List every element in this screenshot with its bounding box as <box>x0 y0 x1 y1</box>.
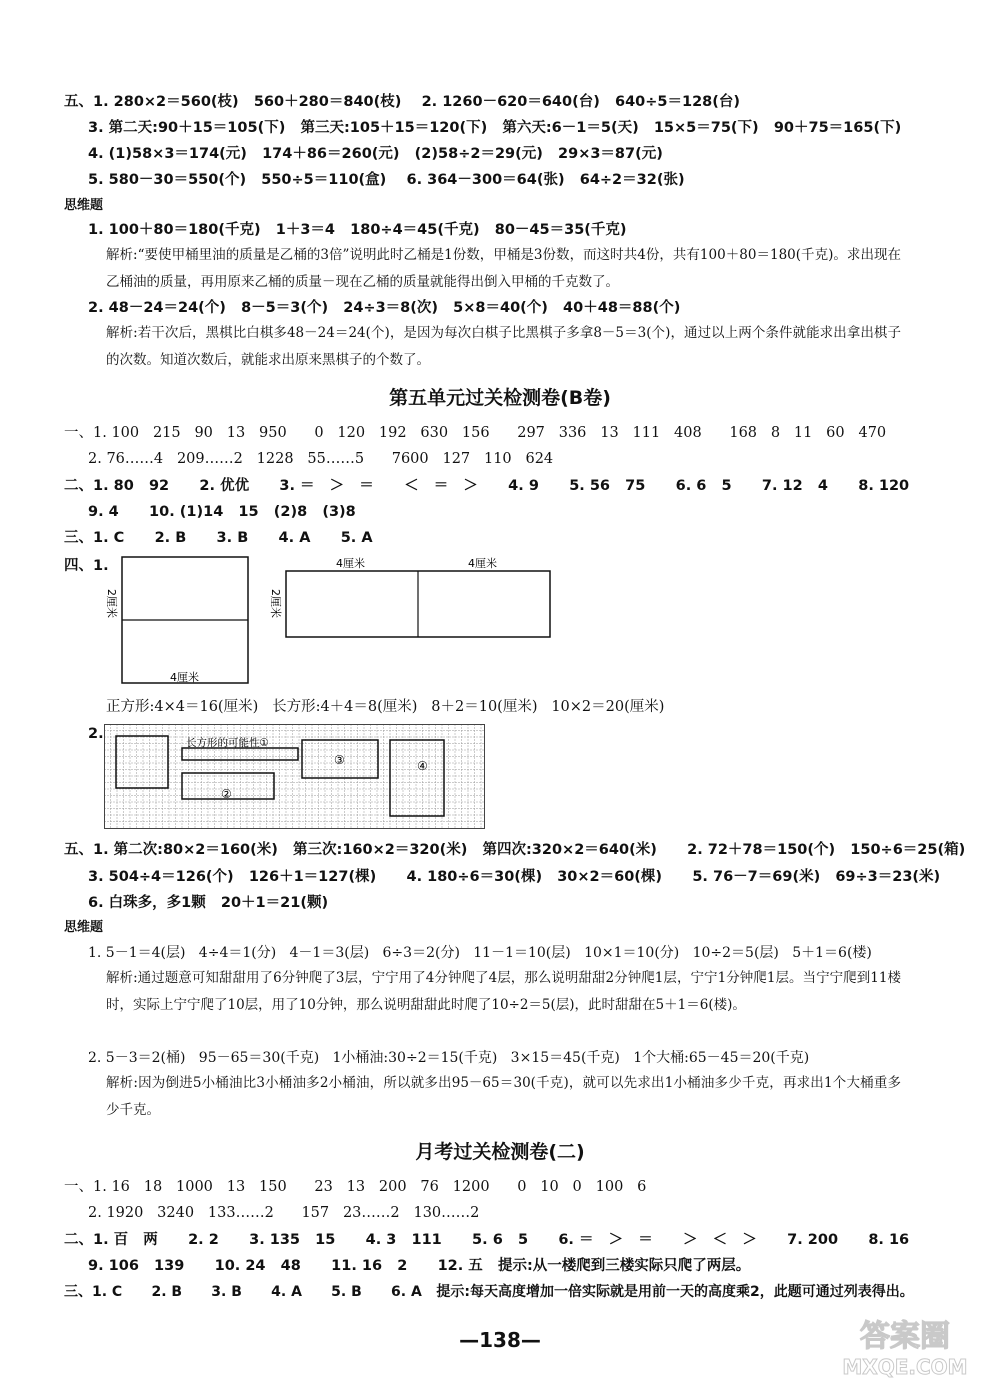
answer-line: 3. 第二天:90＋15＝105(下) 第三天:105＋15＝120(下) 第六天:6－1＝5(天) 15×5＝75(下) 90＋75＝165(下) <box>88 120 902 136</box>
answer-line: 4. (1)58×3＝174(元) 174＋86＝260(元) (2)58÷2＝29(元) 29×3＝87(元) <box>88 146 663 162</box>
section-title: 月考过关检测卷(二) <box>415 1141 585 1163</box>
rectangle-figure <box>264 555 564 645</box>
answer-line: 五、1. 280×2＝560(枝) 560＋280＝840(枝) 2. 1260－620＝640(台) 640÷5＝128(台) <box>64 94 741 110</box>
answer-line: 2. 1920 3240 133……2 157 23……2 130……2 <box>88 1205 480 1221</box>
page-number: —138— <box>459 1328 541 1352</box>
svg-text:答案圈: 答案圈 <box>860 1319 950 1354</box>
answer-line: 5. 580－30＝550(个) 550÷5＝110(盒) 6. 364－300＝64(张) 64÷2＝32(张) <box>88 172 685 188</box>
answer-line: 五、1. 第二次:80×2＝160(米) 第三次:160×2＝320(米) 第四次:320×2＝640(米) 2. 72＋78＝150(个) 150÷6＝25(箱) <box>64 842 966 858</box>
answer-line: 二、1. 80 92 2. 优优 3. ＝ ＞ ＝ ＜ ＝ ＞ 4. 9 5. 56 75 6. 6 5 7. 12 4 8. 120 <box>64 478 910 494</box>
grid-label: 长方形的可能性① <box>186 737 269 749</box>
section-heading: 思维题 <box>64 920 104 935</box>
answer-line: 三、1. C 2. B 3. B 4. A 5. A <box>64 530 373 546</box>
explanation: 解析:通过题意可知甜甜用了6分钟爬了3层，宁宁用了4分钟爬了4层，那么说明甜甜2分钟爬1层，宁宁1分钟爬1层。当宁宁爬到11楼时，实际上宁宁爬了10层，用了10分钟，那么说明甜甜此时爬了10÷2＝5(层)，此时甜甜在5＋1＝6(楼)。 <box>106 970 901 1013</box>
svg-text:MXQE.COM: MXQE.COM <box>842 1355 968 1379</box>
grid-figure <box>104 724 504 834</box>
answer-line: 1. 5－1＝4(层) 4÷4＝1(分) 4－1＝3(层) 6÷3＝2(分) 11－1＝10(层) 10×1＝10(分) 10÷2＝5(层) 5＋1＝6(楼) <box>88 945 872 961</box>
explanation: 解析:“要使甲桶里油的质量是乙桶的3倍”说明此时乙桶是1份数，甲桶是3份数，而这时共4份，共有100＋80＝180(千克)。求出现在乙桶油的质量，再用原来乙桶的质量－现在乙桶的质量就能得出倒入甲桶的千克数了。 <box>106 247 901 290</box>
answer-line: 2. 5－3＝2(桶) 95－65＝30(千克) 1小桶油:30÷2＝15(千克) 3×15＝45(千克) 1个大桶:65－45＝20(千克) <box>88 1050 810 1066</box>
shape-rect-4 <box>390 740 444 816</box>
answer-line: 1. 100＋80＝180(千克) 1＋3＝4 180÷4＝45(千克) 80－45＝35(千克) <box>88 222 627 238</box>
answer-line: 6. 白珠多，多1颗 20＋1＝21(颗) <box>88 895 329 911</box>
marker-2: ② <box>221 787 232 801</box>
explanation: 解析:若干次后，黑棋比白棋多48－24＝24(个)，是因为每次白棋子比黑棋子多拿8－5＝3(个)，通过以上两个条件就能求出拿出棋子的次数。知道次数后，就能求出原来黑棋子的个数了。 <box>106 325 901 368</box>
answer-line: 一、1. 16 18 1000 13 150 23 13 200 76 1200 0 10 0 100 6 <box>64 1179 647 1195</box>
dim-label: 4厘米 <box>170 671 199 684</box>
answer-line: 9. 4 10. (1)14 15 (2)8 (3)8 <box>88 504 356 520</box>
marker-3: ③ <box>334 753 345 767</box>
answer-line: 三、1. C 2. B 3. B 4. A 5. B 6. A 提示:每天高度增加一倍实际就是用前一天的高度乘2，此题可通过列表得出。 <box>64 1284 914 1300</box>
answer-line: 正方形:4×4＝16(厘米) 长方形:4＋4＝8(厘米) 8＋2＝10(厘米) 10×2＝20(厘米) <box>106 699 665 715</box>
shape-square <box>116 736 168 788</box>
marker-4: ④ <box>417 759 428 773</box>
section-title: 第五单元过关检测卷(B卷) <box>389 387 611 409</box>
answer-line: 2. <box>88 726 104 742</box>
watermark-logo <box>833 1312 978 1384</box>
answer-line: 四、1. <box>64 558 109 574</box>
dim-label: 2厘米 <box>269 589 282 618</box>
answer-line: 3. 504÷4＝126(个) 126＋1＝127(棵) 4. 180÷6＝30(棵) 30×2＝60(棵) 5. 76－7＝69(米) 69÷3＝23(米) <box>88 869 941 885</box>
answer-line: 一、1. 100 215 90 13 950 0 120 192 630 156 297 336 13 111 408 168 8 11 60 470 <box>64 425 887 441</box>
section-heading: 思维题 <box>64 198 104 213</box>
dim-label: 2厘米 <box>105 589 118 618</box>
answer-line: 9. 106 139 10. 24 48 11. 16 2 12. 五 提示:从一楼爬到三楼实际只爬了两层。 <box>88 1258 751 1274</box>
dim-label: 4厘米 <box>336 557 365 570</box>
explanation: 解析:因为倒进5小桶油比3小桶油多2小桶油，所以就多出95－65＝30(千克)，就可以先求出1小桶油多少千克，再求出1个大桶重多少千克。 <box>106 1075 901 1118</box>
square-figure <box>100 555 270 695</box>
answer-line: 2. 48－24＝24(个) 8－5＝3(个) 24÷3＝8(次) 5×8＝40(个) 40＋48＝88(个) <box>88 300 681 316</box>
answer-line: 2. 76……4 209……2 1228 55……5 7600 127 110 624 <box>88 451 554 467</box>
answer-line: 二、1. 百 两 2. 2 3. 135 15 4. 3 111 5. 6 5 6. ＝ ＞ ＝ ＞ ＜ ＞ 7. 200 8. 16 <box>64 1232 910 1248</box>
dim-label: 4厘米 <box>468 557 497 570</box>
